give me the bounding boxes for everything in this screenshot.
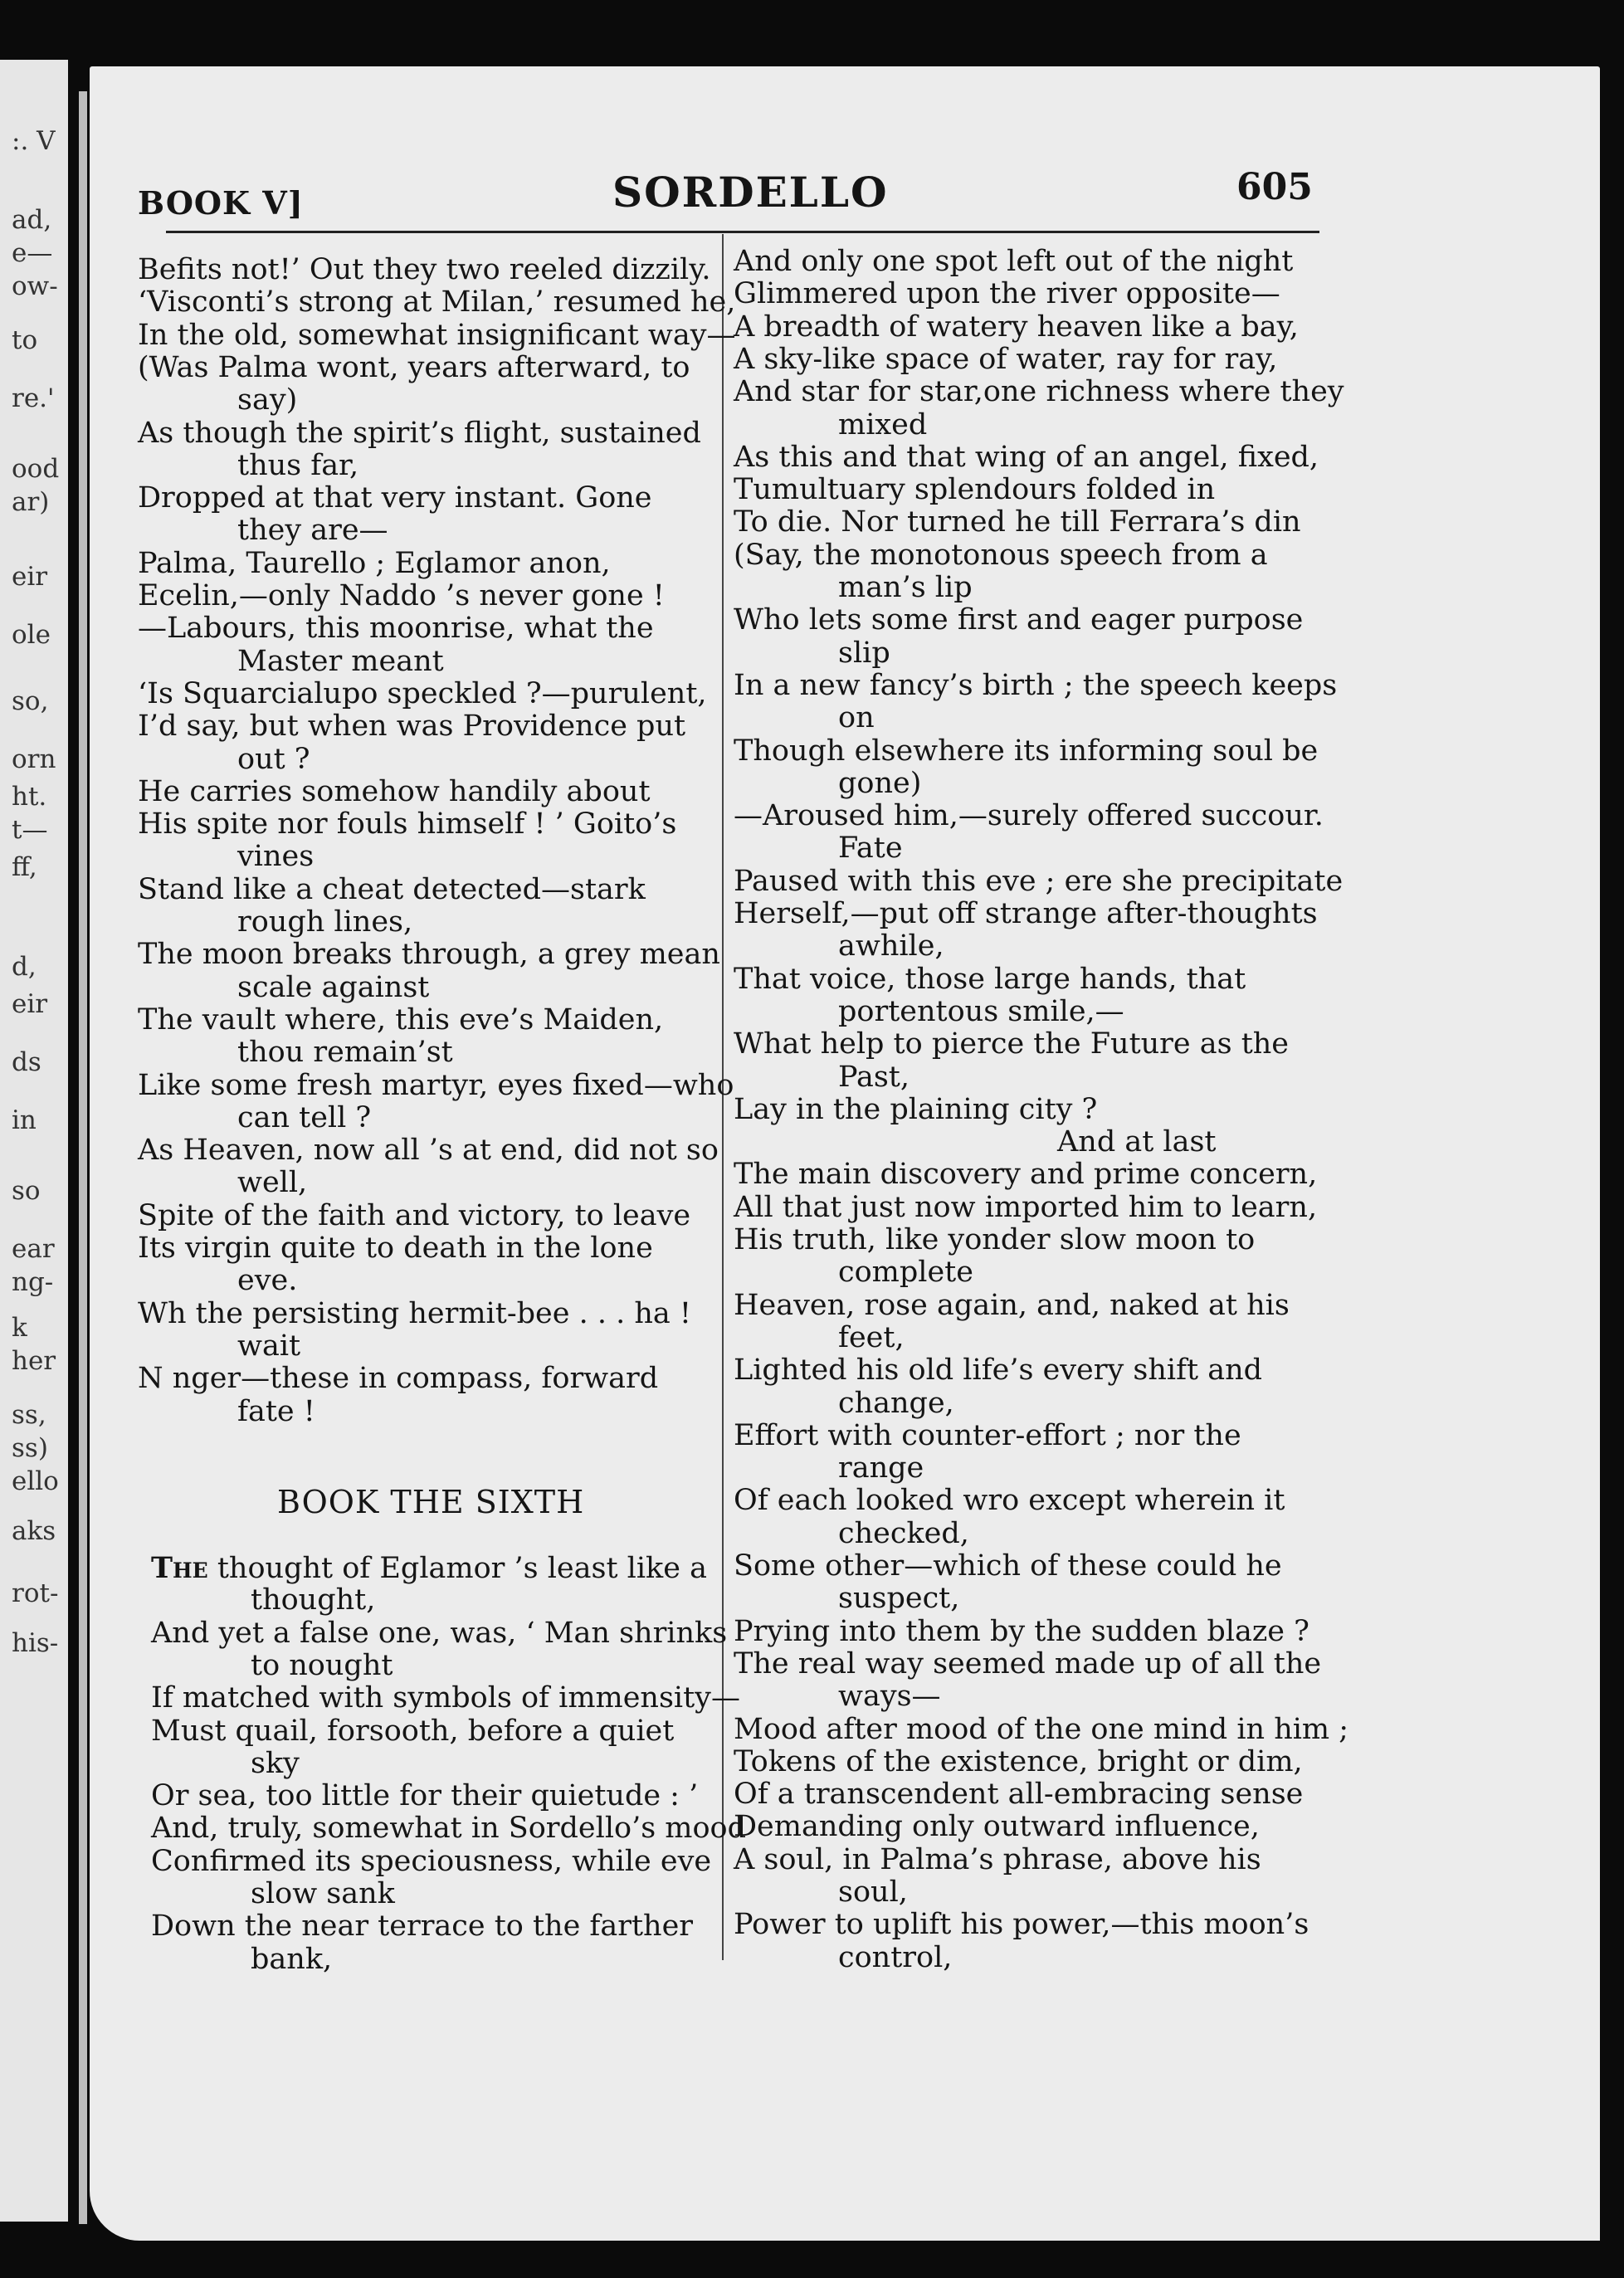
verse-line: Confirmed its speciousness, while eve xyxy=(151,1844,712,1878)
verse-line: A soul, in Palma’s phrase, above his xyxy=(734,1842,1261,1876)
verse-line: soul, xyxy=(838,1876,908,1909)
facing-page-fragment: k xyxy=(12,1313,27,1343)
verse-line: vines xyxy=(237,840,315,874)
verse-line: Stand like a cheat detected—stark xyxy=(138,872,646,906)
verse-line: Power to uplift his power,—this moon’s xyxy=(734,1908,1309,1942)
verse-line: to nought xyxy=(251,1648,393,1682)
verse-line: can tell ? xyxy=(237,1100,372,1134)
verse-line: As though the spirit’s flight, sustained xyxy=(138,416,701,450)
verse-line: In a new fancy’s birth ; the speech keeps xyxy=(734,668,1338,702)
verse-line: eve. xyxy=(237,1264,298,1298)
verse-line: Herself,—put off strange after-thoughts xyxy=(734,897,1318,930)
verse-line: Effort with counter-effort ; nor the xyxy=(734,1418,1241,1452)
verse-line: And only one spot left out of the night xyxy=(734,245,1294,278)
verse-line: Befits not!’ Out they two reeled dizzily. xyxy=(138,253,711,286)
verse-line: on xyxy=(838,701,875,735)
verse-line: checked, xyxy=(838,1516,969,1550)
verse-line: Fate xyxy=(838,832,903,866)
verse-line: wait xyxy=(237,1329,301,1363)
verse-line: He carries somehow handily about xyxy=(138,774,651,808)
verse-line: Demanding only outward influence, xyxy=(734,1810,1260,1844)
verse-line: Must quail, forsooth, before a quiet xyxy=(151,1714,675,1748)
verse-line: Paused with this eve ; ere she precipitate xyxy=(734,864,1344,898)
verse-line: fate ! xyxy=(237,1394,315,1428)
verse-line: mixed xyxy=(838,407,928,441)
verse-line: To die. Nor turned he till Ferrara’s din xyxy=(734,505,1301,539)
facing-page-fragment: in xyxy=(12,1105,37,1135)
verse-line: Lighted his old life’s every shift and xyxy=(734,1354,1263,1388)
verse-line: well, xyxy=(237,1166,308,1200)
verse-line: bank, xyxy=(251,1942,333,1976)
running-head-title: SORDELLO xyxy=(612,168,889,217)
facing-page-fragment: eir xyxy=(12,989,48,1019)
book-heading: BOOK THE SIXTH xyxy=(277,1484,585,1520)
verse-line: If matched with symbols of immensity— xyxy=(151,1681,740,1715)
verse-line: out ? xyxy=(237,742,310,776)
page-number: 605 xyxy=(1236,166,1313,208)
verse-line: Heaven, rose again, and, naked at his xyxy=(734,1288,1290,1322)
facing-page-fragment: ds xyxy=(12,1047,41,1077)
facing-page-fragment: ss, xyxy=(12,1400,46,1430)
facing-page-fragment: re.' xyxy=(12,383,55,413)
opening-word: The xyxy=(151,1551,208,1585)
verse-line: (Was Palma wont, years afterward, to xyxy=(138,350,690,384)
verse-line: thus far, xyxy=(237,448,359,482)
facing-page-fragment: ar) xyxy=(12,487,50,517)
verse-line: And at last xyxy=(1057,1125,1217,1159)
verse-line: The vault where, this eve’s Maiden, xyxy=(138,1002,664,1037)
facing-page-fragment: e— xyxy=(12,238,53,268)
verse-line: portentous smile,— xyxy=(838,994,1124,1028)
verse-line: ‘Visconti’s strong at Milan,’ resumed he, xyxy=(138,285,736,320)
verse-line: say) xyxy=(237,383,298,417)
verse-line: In the old, somewhat insignificant way— xyxy=(138,318,736,352)
verse-line: control, xyxy=(838,1940,953,1974)
facing-page-fragment: ello xyxy=(12,1466,59,1496)
verse-line: Master meant xyxy=(237,644,444,678)
facing-page-fragment: to xyxy=(12,325,38,355)
verse-line: they are— xyxy=(237,514,388,548)
verse-line: awhile, xyxy=(838,929,944,963)
verse-line: A sky-like space of water, ray for ray, xyxy=(734,342,1278,376)
verse-line: And yet a false one, was, ‘ Man shrinks xyxy=(151,1616,728,1650)
verse-line: His truth, like yonder slow moon to xyxy=(734,1223,1256,1256)
left-page-edge xyxy=(0,60,68,2222)
facing-page-fragment: rot- xyxy=(12,1578,59,1608)
verse-line: Dropped at that very instant. Gone xyxy=(138,481,652,515)
facing-page-fragment: orn xyxy=(12,744,56,774)
verse-line: Who lets some first and eager purpose xyxy=(734,603,1304,637)
verse-line: Or sea, too little for their quietude : ’ xyxy=(151,1779,699,1813)
verse-line: The main discovery and prime concern, xyxy=(734,1158,1318,1192)
verse-line: Prying into them by the sudden blaze ? xyxy=(734,1614,1309,1648)
verse-line: Palma, Taurello ; Eglamor anon, xyxy=(138,546,611,580)
facing-page-fragment: ow- xyxy=(12,271,58,301)
verse-line: That voice, those large hands, that xyxy=(734,962,1246,996)
verse-line: N nger—these in compass, forward xyxy=(138,1362,659,1396)
facing-page-fragment: eir xyxy=(12,562,48,592)
verse-line: sky xyxy=(251,1746,300,1780)
facing-page-fragment: her xyxy=(12,1346,56,1376)
facing-page-fragment: ood xyxy=(12,454,60,484)
verse-line: Its virgin quite to death in the lone xyxy=(138,1232,653,1265)
verse-line: Lay in the plaining city ? xyxy=(734,1092,1098,1126)
verse-line: scale against xyxy=(237,970,430,1004)
facing-page-fragment: ht. xyxy=(12,782,47,812)
verse-line: slow sank xyxy=(251,1877,395,1910)
verse-line: rough lines, xyxy=(237,905,413,939)
verse-line: Of a transcendent all-embracing sense xyxy=(734,1778,1304,1812)
verse-line: Though elsewhere its informing soul be xyxy=(734,734,1319,768)
verse-line: Like some fresh martyr, eyes fixed—who xyxy=(138,1068,734,1102)
verse-line: —Aroused him,—surely offered succour. xyxy=(734,799,1324,833)
verse-line: Glimmered upon the river opposite— xyxy=(734,277,1280,311)
facing-page-fragment: his- xyxy=(12,1628,59,1658)
verse-line: Down the near terrace to the farther xyxy=(151,1910,694,1944)
verse-line: Past, xyxy=(838,1060,910,1094)
verse-line: man’s lip xyxy=(838,571,973,604)
facing-page-fragment: :. V xyxy=(12,126,56,156)
verse-line: Tokens of the existence, bright or dim, xyxy=(734,1744,1303,1778)
running-head-book: BOOK V] xyxy=(138,184,304,222)
facing-page-fragment: ss) xyxy=(12,1433,48,1463)
page-gutter xyxy=(79,91,87,2224)
verse-line: Some other—which of these could he xyxy=(734,1549,1282,1583)
header-rule xyxy=(166,231,1319,233)
facing-page-fragment: ole xyxy=(12,620,51,650)
facing-page-fragment: d, xyxy=(12,952,37,982)
verse-line: All that just now imported him to learn, xyxy=(734,1190,1318,1224)
verse-line: complete xyxy=(838,1256,973,1290)
verse-line: ways— xyxy=(838,1680,941,1714)
verse-line: Mood after mood of the one mind in him ; xyxy=(734,1712,1349,1746)
verse-line: I’d say, but when was Providence put xyxy=(138,710,686,744)
verse-line: What help to pierce the Future as the xyxy=(734,1027,1290,1061)
verse-line: thou remain’st xyxy=(237,1036,453,1070)
verse-line: The real way seemed made up of all the xyxy=(734,1646,1322,1680)
verse-line: And, truly, somewhat in Sordello’s mood xyxy=(151,1812,747,1846)
verse-line: gone) xyxy=(838,766,922,800)
verse-line: ‘Is Squarcialupo speckled ?—purulent, xyxy=(138,676,707,710)
facing-page-fragment: ear xyxy=(12,1234,55,1264)
verse-line: range xyxy=(838,1451,924,1485)
verse-line: And star for star,one richness where they xyxy=(734,375,1344,409)
facing-page-fragment: ng- xyxy=(12,1267,54,1297)
facing-page-fragment: so, xyxy=(12,686,49,716)
verse-line: slip xyxy=(838,636,890,670)
verse-line: Wh the persisting hermit-bee . . . ha ! xyxy=(138,1296,691,1330)
verse-line: His spite nor fouls himself ! ’ Goito’s xyxy=(138,807,677,841)
verse-line: thought, xyxy=(251,1583,376,1617)
verse-line: Spite of the faith and victory, to leave xyxy=(138,1198,691,1232)
verse-line: suspect, xyxy=(838,1582,960,1616)
verse-line-first xyxy=(151,1551,707,1585)
verse-line: change, xyxy=(838,1386,954,1420)
verse-line: The moon breaks through, a grey mean xyxy=(138,938,720,972)
verse-text: thought of Eglamor ’s least like a xyxy=(207,1552,707,1585)
verse-line: Of each looked wro except wherein it xyxy=(734,1484,1285,1518)
verse-line: feet, xyxy=(838,1320,905,1354)
facing-page-fragment: aks xyxy=(12,1516,56,1546)
verse-line: Tumultuary splendours folded in xyxy=(734,473,1216,507)
facing-page-fragment: ff, xyxy=(12,852,37,882)
verse-line: As this and that wing of an angel, fixed, xyxy=(734,440,1319,474)
verse-line: A breadth of watery heaven like a bay, xyxy=(734,310,1299,344)
verse-line: As Heaven, now all ’s at end, did not so xyxy=(138,1134,719,1168)
facing-page-fragment: ad, xyxy=(12,205,52,235)
verse-line: (Say, the monotonous speech from a xyxy=(734,538,1268,572)
facing-page-fragment: t— xyxy=(12,815,48,845)
facing-page-fragment: so xyxy=(12,1176,41,1206)
verse-line: —Labours, this moonrise, what the xyxy=(138,612,654,646)
verse-line: Ecelin,—only Naddo ’s never gone ! xyxy=(138,579,665,612)
